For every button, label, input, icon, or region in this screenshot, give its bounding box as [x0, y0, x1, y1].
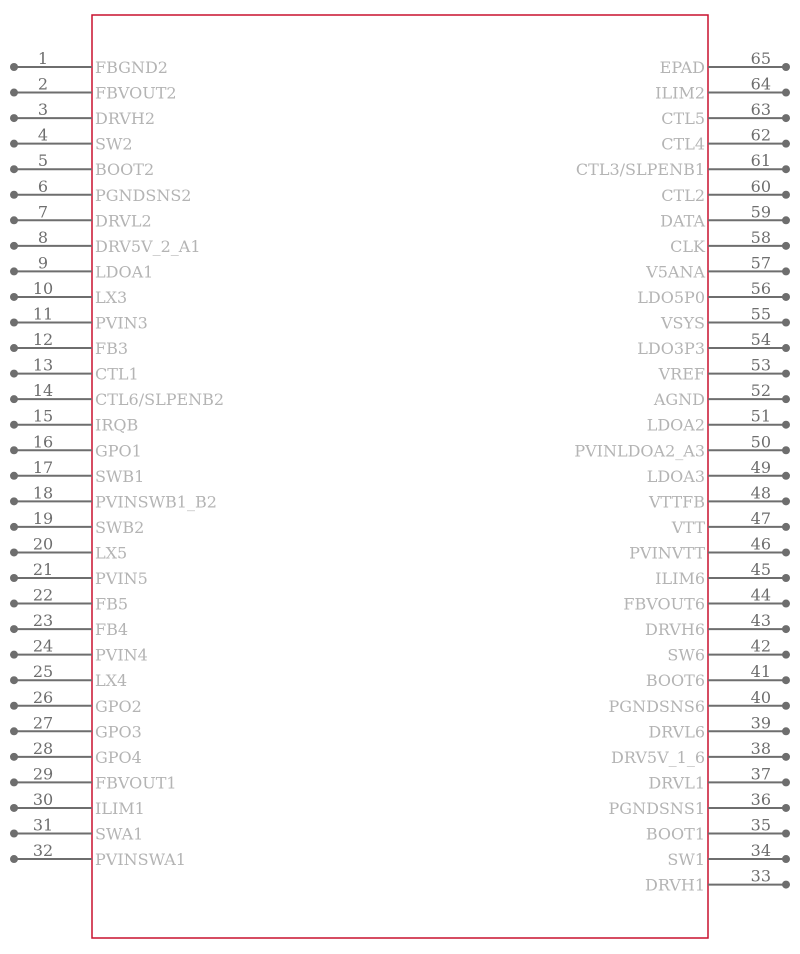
pin-name: SWB1	[95, 466, 145, 486]
pin-name: DRVH1	[645, 875, 705, 895]
pin-number: 1	[37, 49, 49, 68]
pin-number: 28	[32, 738, 54, 758]
pin-terminal-dot	[782, 370, 790, 378]
pin	[655, 75, 790, 103]
pin-number: 26	[32, 687, 54, 707]
pin-number: 37	[750, 764, 771, 784]
pin-name: CTL5	[661, 109, 705, 129]
pin-terminal-dot	[782, 191, 790, 199]
pin-terminal-dot	[10, 191, 18, 199]
pin-number: 41	[750, 662, 771, 682]
pin-terminal-dot	[10, 140, 18, 148]
left-pin-group	[10, 49, 224, 869]
pin	[10, 534, 127, 562]
pin-terminal-dot	[10, 319, 18, 327]
pin-name: DRVH2	[95, 109, 155, 129]
pin-number: 7	[37, 202, 49, 222]
pin	[10, 177, 191, 205]
pin-name: LDO5P0	[637, 287, 705, 307]
pin	[667, 841, 790, 869]
pin-name: GPO4	[95, 747, 142, 767]
pin-name: FBVOUT2	[95, 83, 177, 103]
pin	[661, 100, 790, 128]
pin	[611, 739, 790, 767]
pin-terminal-dot	[782, 727, 790, 735]
pin-name: PVIN5	[95, 569, 148, 588]
pin-terminal-dot	[782, 293, 790, 301]
pin-number: 5	[37, 151, 49, 171]
pin-number: 55	[750, 304, 771, 324]
pin-name: PVINLDOA2_A3	[574, 441, 705, 461]
pin-terminal-dot	[782, 395, 790, 403]
pin-number: 3	[37, 100, 49, 120]
pin	[10, 662, 127, 690]
pin-name: GPO3	[95, 722, 142, 742]
pin-terminal-dot	[782, 165, 790, 173]
pin-terminal-dot	[782, 89, 790, 97]
pin-name: PVINSWB1_B2	[95, 492, 217, 512]
pin-number: 4	[37, 125, 49, 145]
pin-name: LDOA1	[95, 262, 154, 282]
pin-terminal-dot	[10, 344, 18, 352]
pin-name: BOOT1	[645, 824, 705, 844]
pin	[609, 688, 790, 716]
pin-number: 36	[750, 789, 771, 809]
pin-number: 31	[32, 815, 54, 835]
pin-name: VSYS	[660, 313, 705, 333]
pin-terminal-dot	[10, 574, 18, 582]
pin	[10, 228, 201, 256]
pin-name: SWA1	[95, 824, 144, 844]
pin-name: GPO2	[95, 696, 142, 716]
pin-name: DRVH6	[645, 620, 705, 640]
pin	[10, 126, 133, 154]
pin-number: 20	[32, 534, 54, 554]
pin-number: 42	[750, 636, 771, 656]
pin-name: FBGND2	[95, 58, 168, 77]
pin-terminal-dot	[782, 472, 790, 480]
pin	[637, 279, 790, 307]
pin	[670, 228, 790, 256]
pin-name: FBVOUT1	[95, 773, 177, 793]
pin-number: 19	[32, 508, 54, 528]
pin	[10, 432, 142, 460]
pin-name: BOOT2	[95, 160, 155, 180]
pin-name: CTL1	[95, 364, 139, 384]
pin-terminal-dot	[10, 114, 18, 122]
pin	[667, 637, 790, 665]
pin-name: FB3	[95, 339, 129, 359]
pin-terminal-dot	[782, 753, 790, 761]
pin	[660, 305, 790, 333]
pin	[10, 407, 138, 435]
pin-name: DRV5V_1_6	[611, 747, 705, 767]
pin	[10, 330, 128, 358]
pin-number: 51	[750, 406, 771, 426]
pin-name: PGNDSNS1	[608, 798, 705, 818]
pin-name: CTL3/SLPENB1	[575, 160, 705, 180]
pin-terminal-dot	[782, 114, 790, 122]
pin-number: 39	[750, 713, 771, 733]
pin-name: ILIM6	[655, 569, 705, 588]
pin-terminal-dot	[782, 319, 790, 327]
pin-name: FBVOUT6	[623, 594, 705, 614]
pin	[10, 279, 127, 307]
pin-name: CTL6/SLPENB2	[95, 390, 225, 410]
pin	[10, 75, 177, 103]
pin-number: 34	[750, 841, 771, 861]
pin-name: BOOT6	[645, 671, 705, 691]
pin-name: FB4	[95, 620, 129, 640]
pin	[10, 356, 139, 384]
pin-number: 12	[32, 330, 54, 350]
pin-number: 40	[750, 687, 771, 707]
pin-terminal-dot	[10, 548, 18, 556]
pin-terminal-dot	[782, 804, 790, 812]
pin-number: 10	[32, 278, 54, 298]
pin-terminal-dot	[10, 855, 18, 863]
pin-terminal-dot	[782, 140, 790, 148]
pin	[576, 151, 790, 179]
pin	[671, 509, 790, 537]
pin-name: DRV5V_2_A1	[95, 236, 201, 256]
pin-terminal-dot	[782, 216, 790, 224]
pin-number: 13	[32, 355, 54, 375]
pin-name: ILIM1	[95, 798, 145, 818]
pin-name: EPAD	[659, 58, 705, 77]
pin	[648, 713, 790, 741]
pin-name: CTL4	[661, 134, 705, 154]
pin-name: SWB2	[95, 517, 145, 537]
pin-name: GPO1	[95, 441, 142, 461]
pin	[10, 713, 142, 741]
pin-terminal-dot	[10, 676, 18, 684]
pin-number: 9	[37, 253, 49, 273]
pin-terminal-dot	[10, 600, 18, 608]
pin-name: PGNDSNS6	[608, 696, 705, 716]
pin-name: V5ANA	[646, 262, 705, 282]
pin-name: ILIM2	[655, 83, 705, 103]
pin	[10, 49, 168, 77]
pin	[623, 586, 790, 614]
pin	[648, 483, 790, 511]
pin	[645, 611, 790, 639]
pin-name: PVIN3	[95, 313, 148, 333]
pin	[637, 330, 790, 358]
pin	[661, 177, 790, 205]
pin-terminal-dot	[782, 778, 790, 786]
pin	[10, 509, 144, 537]
pin	[10, 586, 128, 614]
pin-number: 61	[750, 151, 771, 171]
pin-number: 58	[750, 227, 771, 247]
pin-number: 65	[750, 49, 771, 68]
pin-terminal-dot	[10, 395, 18, 403]
pin-number: 45	[750, 560, 771, 579]
pin-terminal-dot	[782, 344, 790, 352]
pin-name: VTT	[671, 517, 705, 537]
pin-name: LX4	[95, 671, 128, 691]
pin-terminal-dot	[10, 651, 18, 659]
pin-number: 18	[32, 483, 54, 503]
pin-terminal-dot	[10, 497, 18, 505]
pin-number: 32	[32, 841, 54, 861]
pin-number: 60	[750, 176, 771, 196]
pin-terminal-dot	[782, 446, 790, 454]
pin-terminal-dot	[10, 727, 18, 735]
pin-name: DATA	[660, 211, 705, 231]
pin-number: 53	[750, 355, 771, 375]
pin-terminal-dot	[10, 293, 18, 301]
pin	[645, 253, 790, 281]
pin-terminal-dot	[782, 421, 790, 429]
pin-terminal-dot	[782, 267, 790, 275]
pin-terminal-dot	[782, 676, 790, 684]
pin-name: IRQB	[95, 415, 139, 435]
pin-terminal-dot	[10, 523, 18, 531]
pin-number: 49	[750, 457, 771, 477]
pin-number: 43	[750, 611, 771, 631]
pin-terminal-dot	[10, 63, 18, 71]
pin-terminal-dot	[782, 881, 790, 889]
pin	[660, 49, 790, 77]
pin-terminal-dot	[10, 830, 18, 838]
pin-number: 52	[750, 381, 771, 401]
pin-number: 46	[750, 534, 771, 554]
pin-terminal-dot	[782, 63, 790, 71]
pin-name: SW2	[95, 134, 133, 154]
pin-terminal-dot	[10, 446, 18, 454]
pin-terminal-dot	[782, 497, 790, 505]
pin	[10, 151, 154, 179]
pin-number: 38	[750, 738, 771, 758]
pin-number: 6	[37, 176, 49, 196]
pin	[10, 381, 224, 409]
pin-name: CTL2	[661, 185, 705, 205]
pin-terminal-dot	[10, 267, 18, 275]
pin-name: PVINVTT	[629, 543, 705, 563]
pin-number: 54	[750, 330, 771, 350]
pin	[648, 764, 790, 792]
pin-number: 21	[32, 560, 54, 579]
pin-number: 33	[750, 866, 771, 886]
pin-name: LX5	[95, 543, 128, 563]
pin-name: FB5	[95, 594, 129, 614]
pin-terminal-dot	[10, 216, 18, 224]
pin-number: 25	[32, 662, 54, 682]
pin	[10, 841, 186, 869]
pin-name: LDO3P3	[637, 339, 705, 359]
pin-name: DRVL6	[648, 722, 705, 742]
pin	[647, 458, 790, 486]
pin-name: DRVL2	[95, 211, 152, 231]
pin-number: 48	[750, 483, 771, 503]
pin-terminal-dot	[10, 89, 18, 97]
pin-number: 23	[32, 611, 54, 631]
pin-number: 35	[750, 815, 771, 835]
pin-number: 29	[32, 764, 54, 784]
pin	[10, 305, 148, 333]
pin	[574, 432, 790, 460]
pin-number: 30	[32, 789, 54, 809]
pin-name: DRVL1	[648, 773, 705, 793]
pin	[10, 739, 142, 767]
pin	[647, 407, 790, 435]
pin	[10, 764, 177, 792]
pin	[629, 534, 790, 562]
pin-number: 17	[32, 457, 54, 477]
pin-terminal-dot	[782, 651, 790, 659]
pin	[10, 560, 148, 588]
pin-number: 47	[750, 508, 771, 528]
pin-terminal-dot	[10, 165, 18, 173]
pin-terminal-dot	[10, 370, 18, 378]
pin	[645, 867, 790, 895]
pin-name: PVIN4	[95, 645, 148, 665]
pin	[10, 458, 144, 486]
pin-number: 64	[750, 74, 771, 94]
pin	[658, 356, 790, 384]
pin-name: VREF	[658, 364, 705, 384]
pin-terminal-dot	[10, 625, 18, 633]
pin	[10, 637, 148, 665]
pin-name: PGNDSNS2	[95, 185, 192, 205]
pin-number: 56	[750, 278, 771, 298]
pin-name: LDOA3	[646, 466, 705, 486]
pin	[655, 560, 790, 588]
pin-number: 22	[32, 585, 54, 605]
pin-terminal-dot	[782, 523, 790, 531]
pin-number: 8	[37, 227, 49, 247]
pin-terminal-dot	[782, 830, 790, 838]
pin-terminal-dot	[782, 600, 790, 608]
pin-number: 44	[750, 585, 771, 605]
pin	[10, 253, 153, 281]
pin-number: 2	[37, 74, 49, 94]
pin-terminal-dot	[10, 242, 18, 250]
pin	[661, 126, 790, 154]
pin	[609, 790, 790, 818]
pin-terminal-dot	[782, 548, 790, 556]
pin-terminal-dot	[10, 472, 18, 480]
pin-number: 14	[32, 381, 54, 401]
pin	[10, 688, 142, 716]
pin-terminal-dot	[10, 753, 18, 761]
pin-terminal-dot	[782, 702, 790, 710]
pin-terminal-dot	[10, 702, 18, 710]
pin-number: 62	[750, 125, 771, 145]
pin	[10, 611, 128, 639]
pin-terminal-dot	[782, 855, 790, 863]
pin-name: LX3	[95, 287, 128, 307]
pin-terminal-dot	[782, 242, 790, 250]
pin-number: 27	[32, 713, 54, 733]
pin-number: 24	[32, 636, 54, 656]
pin-terminal-dot	[10, 778, 18, 786]
pin	[10, 816, 143, 844]
right-pin-group	[574, 49, 790, 895]
pin	[10, 202, 152, 230]
pin-name: SW1	[667, 850, 705, 870]
pin-terminal-dot	[10, 421, 18, 429]
pin-number: 63	[750, 100, 771, 120]
pin-terminal-dot	[782, 625, 790, 633]
pin	[646, 662, 790, 690]
pin-number: 57	[750, 253, 771, 273]
pin-name: PVINSWA1	[95, 850, 186, 870]
pin-number: 16	[32, 432, 54, 452]
pin	[10, 100, 155, 128]
pin-name: SW6	[667, 645, 705, 665]
pin-name: LDOA2	[646, 415, 705, 435]
pin	[660, 202, 790, 230]
pin-number: 15	[32, 406, 54, 426]
pin-number: 59	[750, 202, 771, 222]
pin	[10, 790, 145, 818]
pin-terminal-dot	[10, 804, 18, 812]
pin	[646, 816, 790, 844]
pin-number: 11	[32, 304, 54, 324]
pin-name: AGND	[653, 390, 705, 410]
pin-name: CLK	[670, 236, 705, 256]
pin	[653, 381, 790, 409]
pin-terminal-dot	[782, 574, 790, 582]
pin-name: VTTFB	[648, 492, 705, 512]
pin	[10, 483, 217, 511]
pin-number: 50	[750, 432, 771, 452]
